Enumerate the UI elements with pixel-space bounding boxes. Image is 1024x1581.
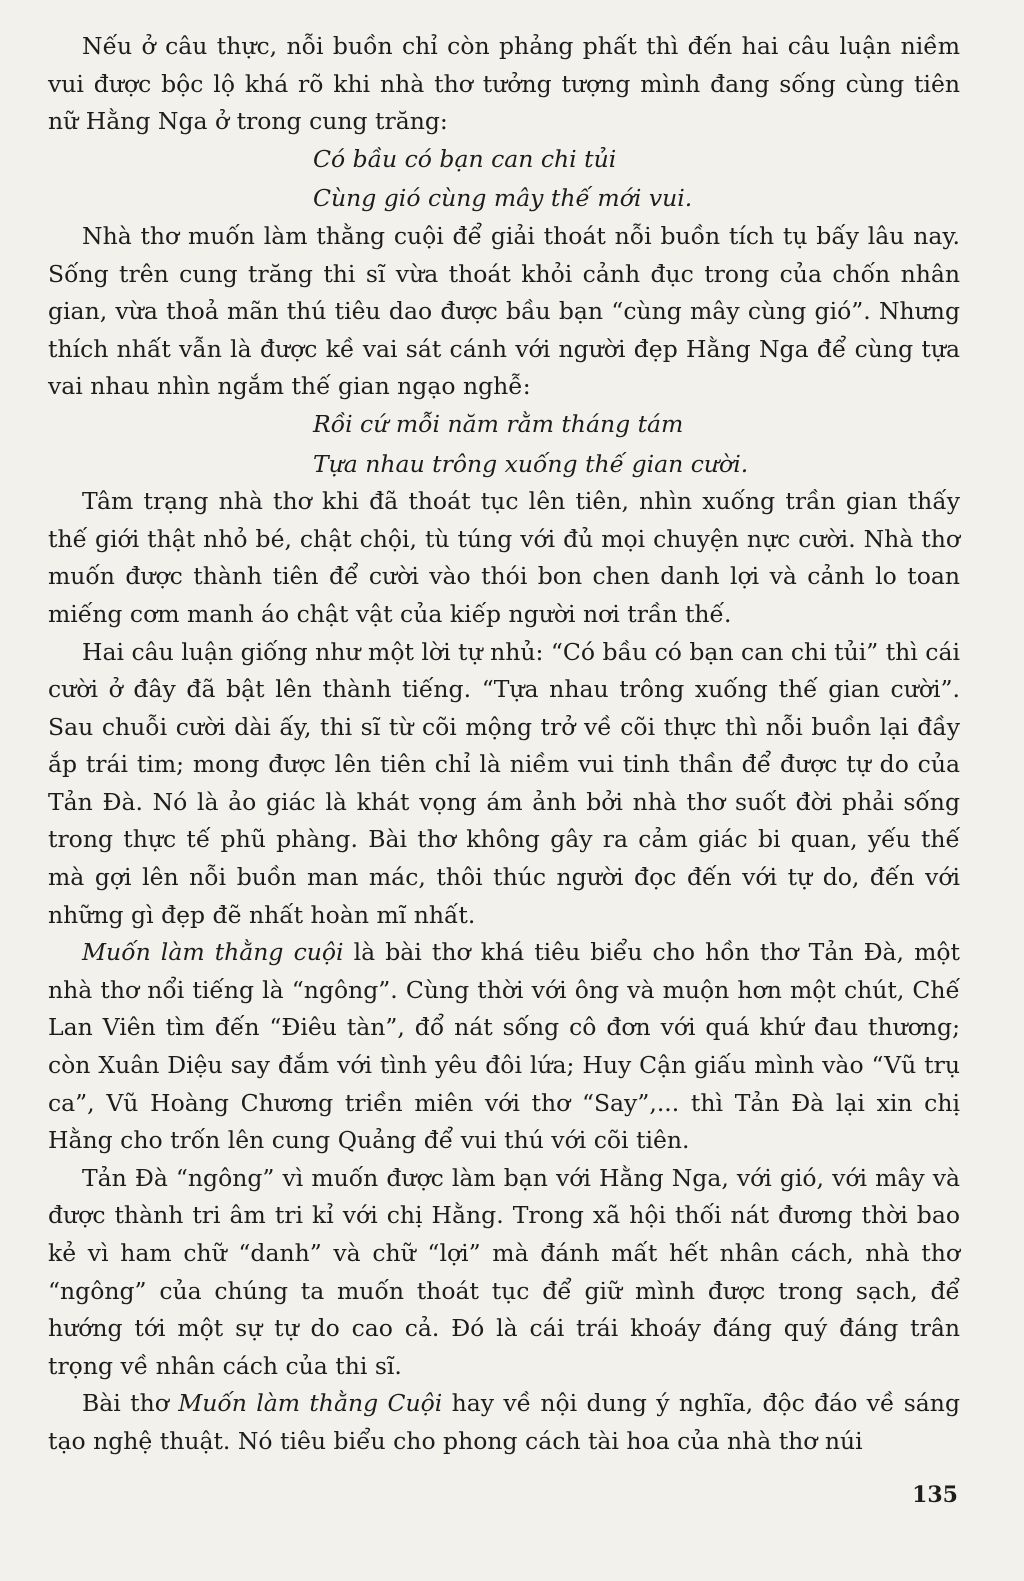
paragraph: Tản Đà “ngông” vì muốn được làm bạn với Hằng Nga, với gió, với mây và được thành tri âm tri kỉ với chị Hằng. Trong xã hội thối nát đương thời bao kẻ vì ham chữ “danh” và chữ “lợi” mà đánh mất hết nhân cách, nhà thơ “ngông” của chúng ta muốn thoát tục để giữ mình được trong sạch, để hướng tới một sự tự do cao cả. Đó là cái trái khoáy đáng quý đáng trân trọng về nhân cách của thi sĩ. xyxy=(48,1163,960,1380)
verse-quote xyxy=(48,141,960,218)
paragraph xyxy=(48,934,960,1160)
paragraph-text: Bài thơ xyxy=(82,1389,179,1418)
paragraph: Tâm trạng nhà thơ khi đã thoát tục lên tiên, nhìn xuống trần gian thấy thế giới thật nhỏ bé, chật chội, tù túng với đủ mọi chuyện nực cười. Nhà thơ muốn được thành tiên để cười vào thói bon chen danh lợi và cảnh lo toan miếng cơm manh áo chật vật của kiếp người nơi trần thế. xyxy=(48,487,960,628)
paragraph: Nhà thơ muốn làm thằng cuội để giải thoát nỗi buồn tích tụ bấy lâu nay. Sống trên cung trăng thi sĩ vừa thoát khỏi cảnh đục trong của chốn nhân gian, vừa thoả mãn thú tiêu dao được bầu bạn “cùng mây cùng gió”. Nhưng thích nhất vẫn là được kề vai sát cánh với người đẹp Hằng Nga để cùng tựa vai nhau nhìn ngắm thế gian ngạo nghễ: xyxy=(48,221,960,401)
verse-line: Rồi cứ mỗi năm rằm tháng tám xyxy=(313,409,684,438)
paragraph xyxy=(48,1385,960,1460)
poem-title: Muốn làm thằng cuội xyxy=(82,938,344,967)
page-number: 135 xyxy=(912,1482,958,1508)
paragraph: Nếu ở câu thực, nỗi buồn chỉ còn phảng phất thì đến hai câu luận niềm vui được bộc lộ khá rõ khi nhà thơ tưởng tượng mình đang sống cùng tiên nữ Hằng Nga ở trong cung trăng: xyxy=(48,32,960,136)
verse-line: Cùng gió cùng mây thế mới vui. xyxy=(313,184,693,213)
paragraph-text: là bài thơ khá tiêu biểu cho hồn thơ Tản Đà, một nhà thơ nổi tiếng là “ngông”. Cùng thời với ông và muộn hơn một chút, Chế Lan Viên tìm đến “Điêu tàn”, đổ nát sống cô đơn với quá khứ đau thương; còn Xuân Diệu say đắm với tình yêu đôi lứa; Huy Cận giấu mình vào “Vũ trụ ca”, Vũ Hoàng Chương triền miên với thơ “Say”,... thì Tản Đà lại xin chị Hằng cho trốn lên cung Quảng để vui thú với cõi tiên. xyxy=(48,938,960,1155)
document-page xyxy=(48,28,960,1461)
poem-title: Muốn làm thằng Cuội xyxy=(178,1389,443,1418)
paragraph-text: hay về nội dung ý nghĩa, độc đáo về sáng tạo nghệ thuật. Nó tiêu biểu cho phong cách tài hoa của nhà thơ núi xyxy=(48,1389,960,1455)
paragraph: Hai câu luận giống như một lời tự nhủ: “Có bầu có bạn can chi tủi” thì cái cười ở đây đã bật lên thành tiếng. “Tựa nhau trông xuống thế gian cười”. Sau chuỗi cười dài ấy, thi sĩ từ cõi mộng trở về cõi thực thì nỗi buồn lại đầy ắp trái tim; mong được lên tiên chỉ là niềm vui tinh thần để được tự do của Tản Đà. Nó là ảo giác là khát vọng ám ảnh bởi nhà thơ suốt đời phải sống trong thực tế phũ phàng. Bài thơ không gây ra cảm giác bi quan, yếu thế mà gợi lên nỗi buồn man mác, thôi thúc người đọc đến với tự do, đến với những gì đẹp đẽ nhất hoàn mĩ nhất. xyxy=(48,637,960,929)
verse-line: Tựa nhau trông xuống thế gian cười. xyxy=(313,449,749,478)
verse-quote xyxy=(48,406,960,483)
verse-line: Có bầu có bạn can chi tủi xyxy=(313,144,617,173)
